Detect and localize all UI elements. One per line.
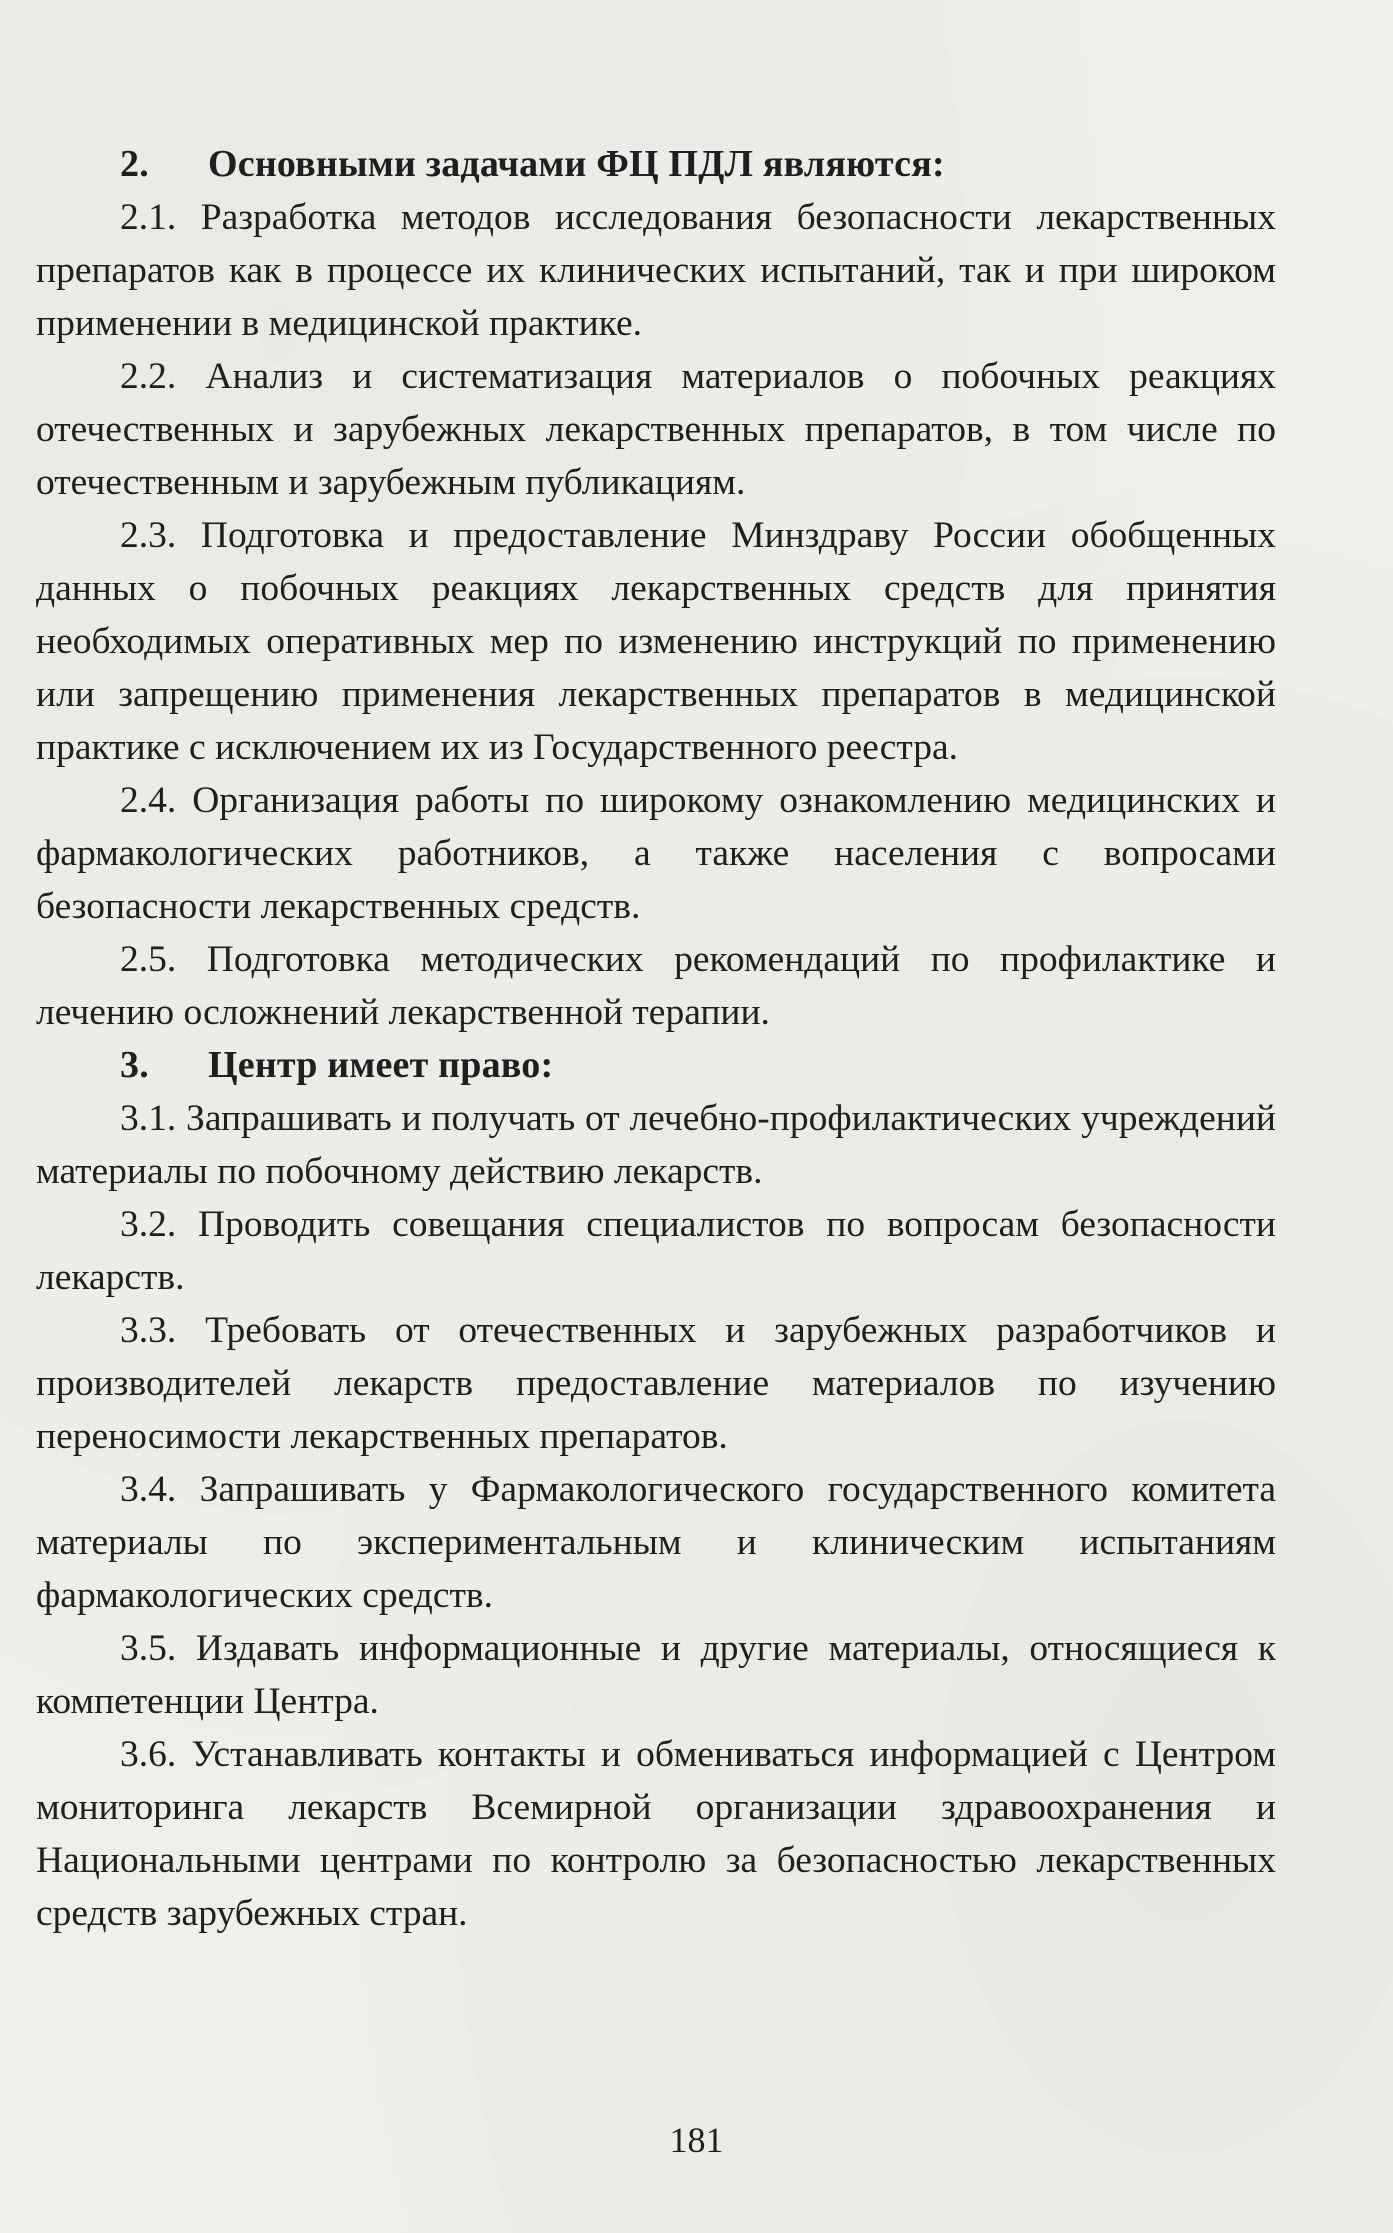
- item-2-1: 2.1. Разработка методов исследования безопасности лекарственных препаратов как в процессе их клинических испытаний, так и при широком применении в медицинской практике.: [36, 197, 1276, 344]
- section-2-number: 2.: [120, 143, 149, 185]
- item-2-4: 2.4. Организация работы по широкому ознакомлению медицинских и фармакологических работников, а также населения с вопросами безопасности лекарственных средств.: [36, 780, 1276, 927]
- item-3-2: 3.2. Проводить совещания специалистов по вопросам безопасности лекарств.: [36, 1204, 1276, 1298]
- section-3-heading: [36, 1039, 1276, 1092]
- item-3-4: 3.4. Запрашивать у Фармакологического государственного комитета материалы по экспериментальным и клиническим испытаниям фармакологических средств.: [36, 1469, 1276, 1616]
- section-3-number: 3.: [120, 1044, 149, 1086]
- item-3-3: 3.3. Требовать от отечественных и зарубежных разработчиков и производителей лекарств предоставление материалов по изучению переносимости лекарственных препаратов.: [36, 1310, 1276, 1457]
- page-content: [36, 138, 1276, 1940]
- section-3-title: Центр имеет право:: [208, 1044, 554, 1086]
- section-2-title: Основными задачами ФЦ ПДЛ являются:: [208, 143, 945, 185]
- item-3-5: 3.5. Издавать информационные и другие материалы, относящиеся к компетенции Центра.: [36, 1628, 1276, 1722]
- item-3-1: 3.1. Запрашивать и получать от лечебно-профилактических учреждений материалы по побочному действию лекарств.: [36, 1098, 1276, 1192]
- item-2-2: 2.2. Анализ и систематизация материалов о побочных реакциях отечественных и зарубежных лекарственных препаратов, в том числе по отечественным и зарубежным публикациям.: [36, 356, 1276, 503]
- page-number: 181: [669, 2120, 724, 2160]
- section-2-heading: [36, 138, 1276, 191]
- item-2-5: 2.5. Подготовка методических рекомендаций по профилактике и лечению осложнений лекарственной терапии.: [36, 939, 1276, 1033]
- item-2-3: 2.3. Подготовка и предоставление Минздраву России обобщенных данных о побочных реакциях лекарственных средств для принятия необходимых оперативных мер по изменению инструкций по применению или запрещению применения лекарственных препаратов в медицинской практике с исключением их из Государственного реестра.: [36, 515, 1276, 768]
- item-3-6: 3.6. Устанавливать контакты и обмениваться информацией с Центром мониторинга лекарств Всемирной организации здравоохранения и Национальными центрами по контролю за безопасностью лекарственных средств зарубежных стран.: [36, 1734, 1276, 1934]
